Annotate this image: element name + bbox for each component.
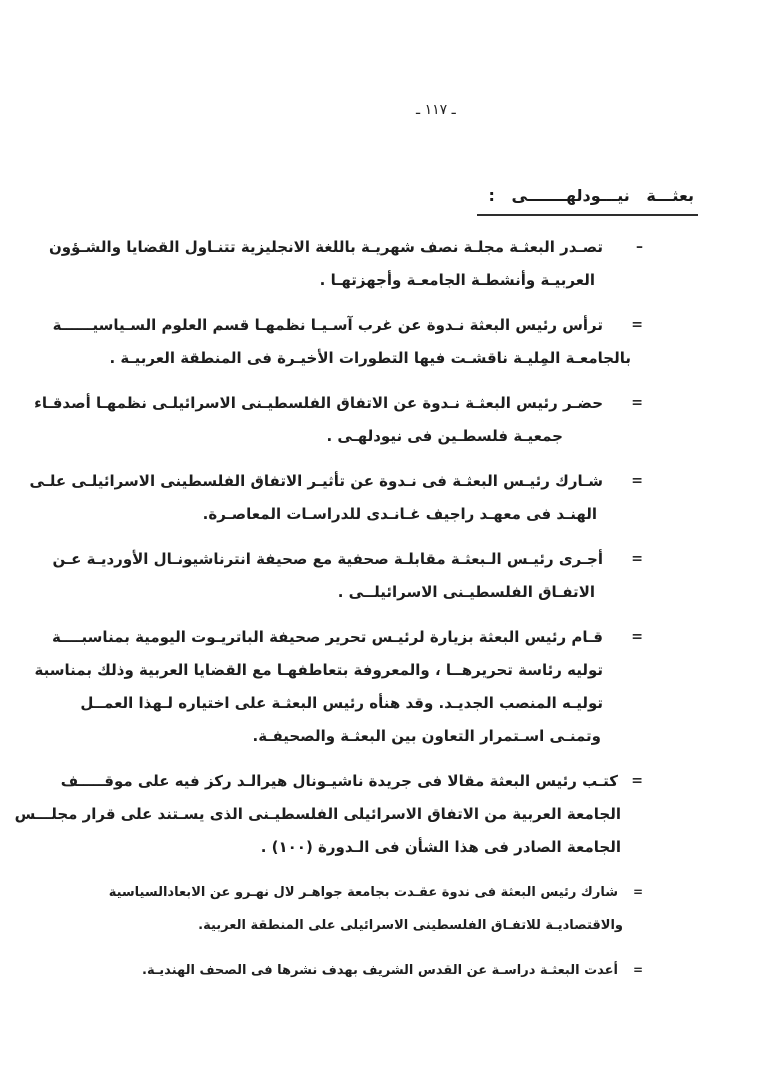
item-line: الهنـد فى معهـد راجيف غـانـدى للدراسـات المعاصـرة.: [202, 505, 597, 523]
item-bullet: =: [631, 317, 643, 333]
item-bullet: =: [631, 395, 643, 411]
item-bullet: =: [632, 963, 643, 977]
list-item: [48, 876, 645, 942]
item-line: أجـرى رئيـس الـبعثـة مقابلـة صحفية مع صحيفة انترناشيونـال الأورديـة عـن: [52, 550, 603, 568]
item-bullet: –: [636, 239, 643, 255]
item-line: تصـدر البعثـة مجلـة نصف شهريـة باللغة الانجليزية تتنـاول القضايا والشـؤون: [49, 238, 603, 256]
item-line: شارك رئيس البعثة فى ندوة عقـدت بجامعة جواهـر لال نهـرو عن الابعادالسياسية: [108, 885, 618, 900]
list-item: [48, 543, 645, 609]
item-line: جمعيـة فلسطـين فى نيودلهـى .: [326, 427, 563, 445]
list-item: [14, 765, 645, 864]
item-line: توليـه المنصب الجديـد. وقد هنأه رئيس البعثـة على اختياره لـهذا العمــل: [80, 694, 603, 712]
list-item: [34, 387, 645, 453]
item-line: وتمنـى اسـتمرار التعاون بين البعثـة والصحيفـة.: [252, 727, 601, 745]
list-item: [29, 465, 645, 531]
page-number: ـ ١١٧ ـ: [416, 102, 456, 118]
item-bullet: =: [631, 773, 643, 789]
list-item: [48, 231, 645, 297]
item-line: شـارك رئيـس البعثـة فى نـدوة عن تأثيـر الاتفاق الفلسطينى الاسرائيلـى علـى: [29, 472, 603, 490]
item-bullet: =: [631, 551, 643, 567]
list-item: [48, 309, 645, 375]
item-line: أعدت البعثـة دراسـة عن القدس الشريف بهدف نشرها فى الصحف الهنديـة.: [142, 963, 618, 978]
item-line: توليه رئاسة تحريرهــا ، والمعروفة بتعاطفهـا مع القضايا العربية وذلك بمناسبة: [34, 661, 603, 679]
item-line: كتـب رئيس البعثة مقالا فى جريدة ناشيـونال هيرالـد ركز فيه على موقـــــف: [60, 772, 618, 790]
item-line: قـام رئيس البعثة بزيارة لرئيـس تحرير صحيفة الباتريـوت اليومية بمناسبــــة: [51, 628, 603, 646]
mission-report-list: [14, 231, 645, 999]
item-line: حضـر رئيس البعثـة نـدوة عن الاتفاق الفلسطيـنى الاسرائيلـى نظمهـا أصدقـاء: [34, 394, 603, 412]
list-item: [34, 621, 645, 753]
item-line: والاقتصاديـة للاتفـاق الفلسطينى الاسرائيلى على المنطقة العربية.: [198, 918, 623, 933]
item-line: الجامعة العربية من الاتفاق الاسرائيلى الفلسطيـنى الذى يسـتند على قرار مجلـــس: [14, 805, 621, 823]
item-line: الاتفـاق الفلسطيـنى الاسرائيلــى .: [337, 583, 595, 601]
item-bullet: =: [632, 885, 643, 899]
item-line: العربيـة وأنشطـة الجامعـة وأجهزتهـا .: [319, 271, 595, 289]
item-bullet: =: [631, 473, 643, 489]
item-line: بالجامعـة المِليـة ناقشـت فيها التطورات الأخيـرة فى المنطقة العربيـة .: [109, 349, 631, 367]
list-item: [48, 954, 645, 987]
item-bullet: =: [631, 629, 643, 645]
page-heading: بعثـــة نيـــودلهـــــــى :: [477, 186, 698, 216]
item-line: ترأس رئيس البعثة نـدوة عن غرب آسـيـا نظمهـا قسم العلوم السـياسيــــــة: [52, 316, 603, 334]
item-line: الجامعة الصادر فى هذا الشأن فى الـدورة (١٠٠) .: [260, 838, 621, 856]
